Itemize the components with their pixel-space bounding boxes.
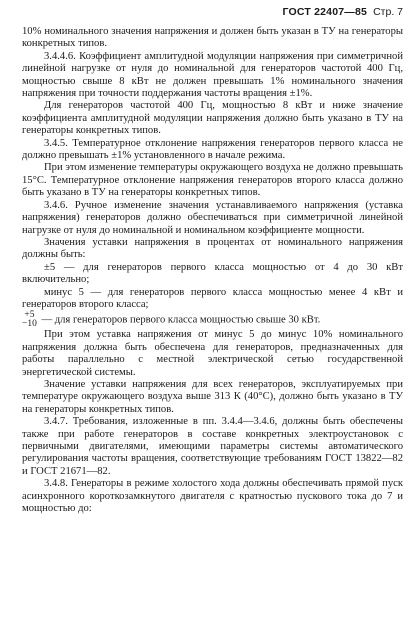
paragraph: При этом уставка напряжения от минус 5 до минус 10% номинального напряжения должна быть обеспечена для генераторов, предназначенных для работы параллельно с местной электрической сетью государственной энергетической системы.	[22, 329, 403, 378]
clause-3-4-4-6: 3.4.4.6. Коэффициент амплитудной модуляции напряжения при симметричной линейной нагрузке от нуля до номинальной для генераторов частотой 400 Гц, мощностью свыше 8 кВт не должен превышать 1% номинального значения напряжения при точности поддержания частоты вращения ±1%.	[22, 50, 403, 100]
list-item: ±5 — для генераторов первого класса мощностью от 4 до 30 кВт включительно;	[22, 261, 403, 286]
paragraph: 10% номинального значения напряжения и должен быть указан в ТУ на генераторы конкретных типов.	[22, 26, 403, 50]
clause-3-4-6: 3.4.6. Ручное изменение значения устанавливаемого напряжения (уставка напряжения) генераторов должно обеспечиваться при симметричной линейной нагрузке от нуля до номинальной и номинальном коэффициенте мощности.	[22, 199, 403, 236]
range-lower: −10	[22, 319, 37, 330]
clause-3-4-7: 3.4.7. Требования, изложенные в пп. 3.4.4—3.4.6, должны быть обеспечены также при работе генераторов в составе конкретных электроустановок с первичными двигателями, имеющими параметры системы автоматического регулирования частоты вращения, соответствующие требованиям ГОСТ 13822—82 и ГОСТ 21671—82.	[22, 416, 403, 477]
list-item: минус 5 — для генераторов первого класса мощностью менее 4 кВт и генераторов второго класса;	[22, 286, 403, 310]
page-header	[22, 0, 403, 26]
document-body	[22, 26, 403, 515]
clause-3-4-8: 3.4.8. Генераторы в режиме холостого хода должны обеспечивать прямой пуск асинхронного короткозамкнутого двигателя с кратностью пускового тока до 7 и мощностью до:	[22, 478, 403, 515]
paragraph: Значение уставки напряжения для всех генераторов, эксплуатируемых при температуре окружающего воздуха выше 313 К (40°С), должно быть указано в ТУ на генераторы конкретных типов.	[22, 378, 403, 415]
range-upper: +5	[24, 310, 35, 321]
range-fraction	[22, 311, 37, 329]
page-number: Стр. 7	[373, 6, 403, 18]
paragraph: Для генераторов частотой 400 Гц, мощностью 8 кВт и ниже значение коэффициента амплитудной модуляции напряжения должно быть указано в ТУ на генераторы конкретных типов.	[22, 100, 403, 137]
range-text: — для генераторов первого класса мощностью свыше 30 кВт.	[38, 314, 321, 326]
paragraph: При этом изменение температуры окружающего воздуха не должно превышать 15°С. Температурное отклонение напряжения генераторов второго класса должно быть указано в ТУ на генераторы конкретных типов.	[22, 162, 403, 199]
standard-number: ГОСТ 22407—85	[282, 6, 368, 18]
list-item-range	[22, 311, 403, 329]
clause-3-4-5: 3.4.5. Температурное отклонение напряжения генераторов первого класса не должно превышать ±1% установленного в начале режима.	[22, 137, 403, 162]
paragraph: Значения уставки напряжения в процентах от номинального напряжения должны быть:	[22, 236, 403, 261]
